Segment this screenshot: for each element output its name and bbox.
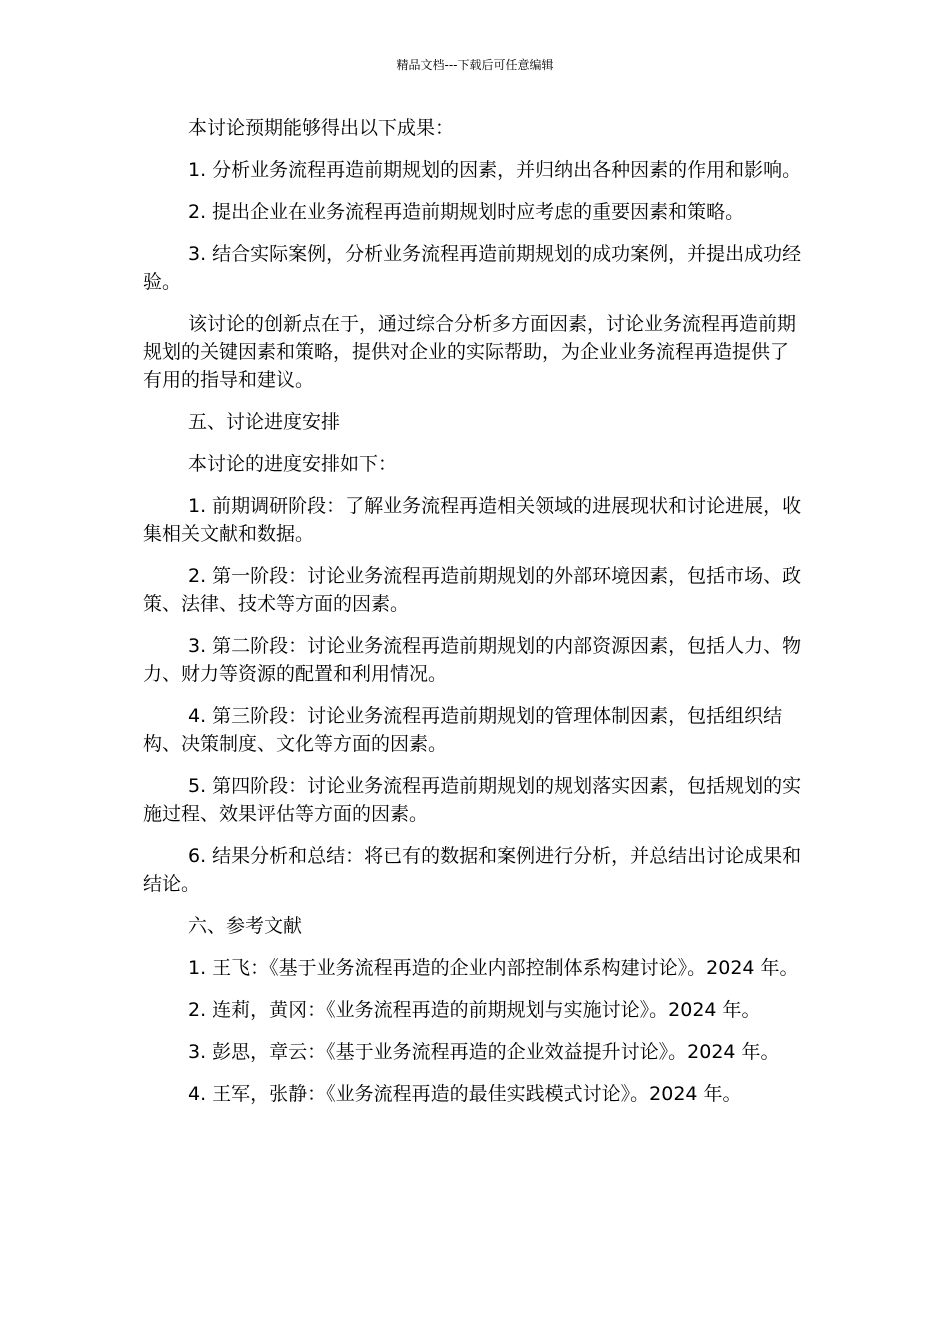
- expected-results-intro: 本讨论预期能够得出以下成果：: [188, 117, 455, 139]
- page-header: 精品文档---下载后可任意编辑: [396, 58, 554, 72]
- schedule-item-4: 4. 第三阶段：讨论业务流程再造前期规划的管理体制因素，包括组织结构、决策制度、文化等方面的因素。: [143, 705, 783, 755]
- reference-item-2: 2. 连莉，黄冈：《业务流程再造的前期规划与实施讨论》。2024 年。: [188, 999, 761, 1021]
- section-heading-schedule: 五、讨论进度安排: [188, 411, 341, 433]
- reference-item-4: 4. 王军，张静：《业务流程再造的最佳实践模式讨论》。2024 年。: [188, 1083, 742, 1105]
- reference-item-1: 1. 王飞：《基于业务流程再造的企业内部控制体系构建讨论》。2024 年。: [188, 957, 799, 979]
- result-item-1: 1. 分析业务流程再造前期规划的因素，并归纳出各种因素的作用和影响。: [188, 159, 802, 181]
- schedule-item-3: 3. 第二阶段：讨论业务流程再造前期规划的内部资源因素，包括人力、物力、财力等资源的配置和利用情况。: [143, 635, 802, 685]
- section-heading-references: 六、参考文献: [188, 915, 303, 937]
- innovation-paragraph: 该讨论的创新点在于，通过综合分析多方面因素，讨论业务流程再造前期规划的关键因素和策略，提供对企业的实际帮助，为企业业务流程再造提供了有用的指导和建议。: [143, 313, 797, 391]
- schedule-intro: 本讨论的进度安排如下：: [188, 453, 398, 475]
- reference-item-3: 3. 彭思，章云：《基于业务流程再造的企业效益提升讨论》。2024 年。: [188, 1041, 780, 1063]
- schedule-item-2: 2. 第一阶段：讨论业务流程再造前期规划的外部环境因素，包括市场、政策、法律、技术等方面的因素。: [143, 565, 802, 615]
- schedule-item-1: 1. 前期调研阶段：了解业务流程再造相关领域的进展现状和讨论进展，收集相关文献和数据。: [143, 495, 802, 545]
- result-item-3: 3. 结合实际案例，分析业务流程再造前期规划的成功案例，并提出成功经验。: [143, 243, 802, 293]
- result-item-2: 2. 提出企业在业务流程再造前期规划时应考虑的重要因素和策略。: [188, 201, 745, 223]
- schedule-item-5: 5. 第四阶段：讨论业务流程再造前期规划的规划落实因素，包括规划的实施过程、效果评估等方面的因素。: [143, 775, 802, 825]
- schedule-item-6: 6. 结果分析和总结：将已有的数据和案例进行分析，并总结出讨论成果和结论。: [143, 845, 802, 895]
- document-body: [143, 114, 803, 1122]
